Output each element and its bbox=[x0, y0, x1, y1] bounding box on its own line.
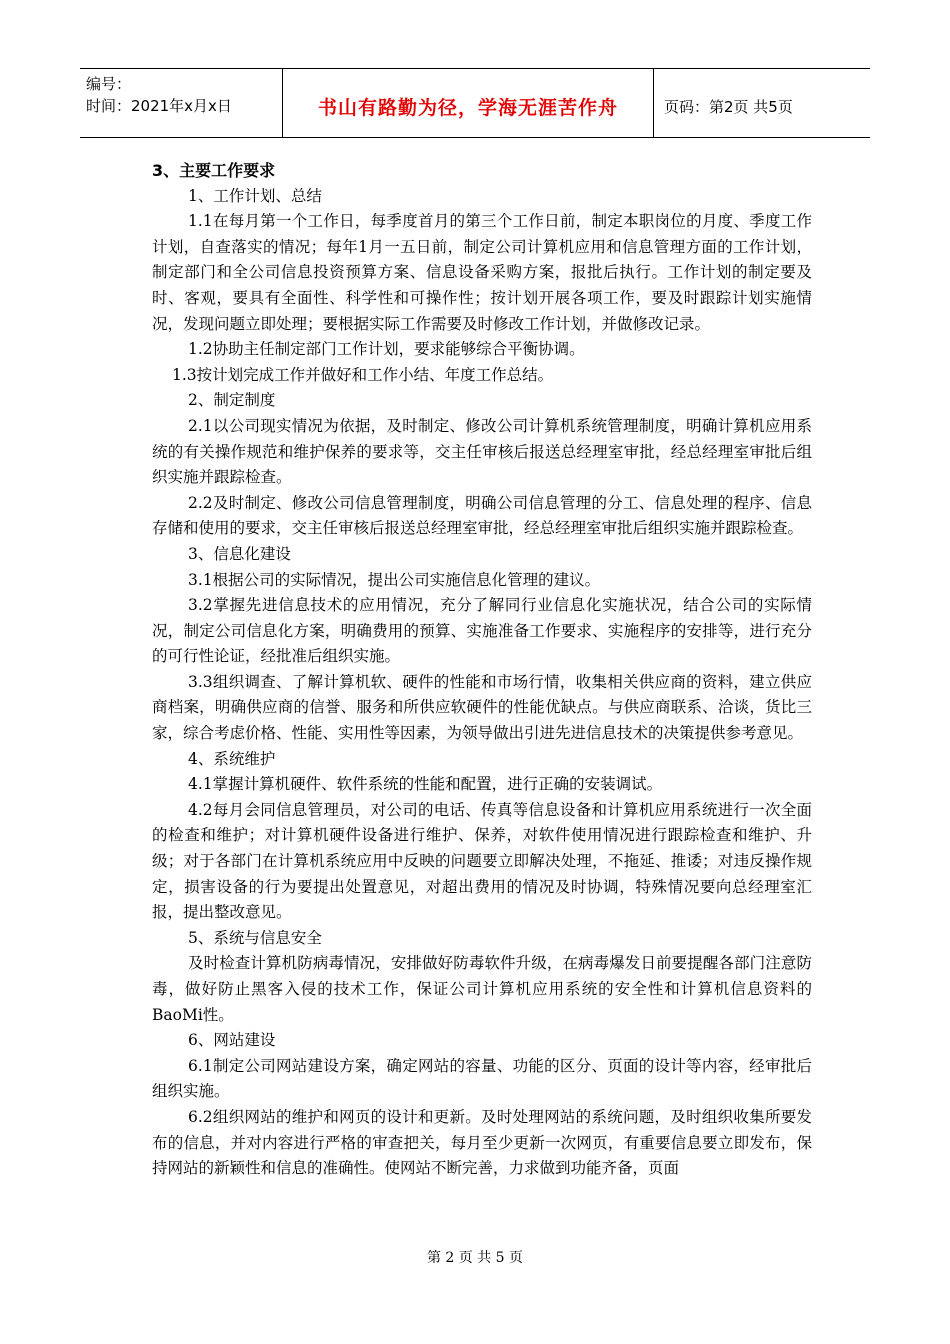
paragraph: 3.1根据公司的实际情况，提出公司实施信息化管理的建议。 bbox=[188, 570, 601, 589]
paragraph: 4.2每月会同信息管理员，对公司的电话、传真等信息设备和计算机应用系统进行一次全面的检查和维护；对计算机硬件设备进行维护、保养，对软件使用情况进行跟踪检查和维护、升级；对于各部门在计算机系统应用中反映的问题要立即解决处理，不拖延、推诿；对违反操作规定，损害设备的行为要提出处置意见，对超出费用的情况及时协调，特殊情况要向总经理室汇报，提出整改意见。 bbox=[152, 800, 812, 922]
section-title: 3、主要工作要求 bbox=[152, 161, 276, 180]
paragraph: 6.2组织网站的维护和网页的设计和更新。及时处理网站的系统问题，及时组织收集所要发布的信息，并对内容进行严格的审查把关，每月至少更新一次网页，有重要信息要立即发布，保持网站的新颖性和信息的准确性。使网站不断完善，力求做到功能齐备，页面 bbox=[152, 1107, 812, 1178]
subsection-heading: 2、制定制度 bbox=[188, 391, 276, 410]
subsection-heading: 1、工作计划、总结 bbox=[188, 186, 322, 205]
paragraph: 1.1在每月第一个工作日，每季度首月的第三个工作日前，制定本职岗位的月度、季度工作计划，自查落实的情况；每年1月一五日前，制定公司计算机应用和信息管理方面的工作计划，制定部门和全公司信息投资预算方案、信息设备采购方案，报批后执行。工作计划的制定要及时、客观，要具有全面性、科学性和可操作性；按计划开展各项工作，要及时跟踪计划实施情况，发现问题立即处理；要根据实际工作需要及时修改工作计划，并做修改记录。 bbox=[152, 212, 812, 333]
header-slogan: 书山有路勤为径，学海无涯苦作舟 bbox=[282, 69, 654, 137]
paragraph: 4.1掌握计算机硬件、软件系统的性能和配置，进行正确的安装调试。 bbox=[188, 775, 663, 794]
header-date-label: 时间：2021年x月x日 bbox=[86, 97, 232, 115]
header-page-label: 页码：第2页 共5页 bbox=[664, 97, 793, 116]
subsection-heading: 4、系统维护 bbox=[188, 749, 276, 768]
document-header bbox=[80, 68, 870, 138]
subsection-heading: 5、系统与信息安全 bbox=[188, 928, 322, 947]
page-footer: 第 2 页 共 5 页 bbox=[426, 1250, 524, 1266]
paragraph: 及时检查计算机防病毒情况，安排做好防毒软件升级，在病毒爆发日前要提醒各部门注意防毒，做好防止黑客入侵的技术工作，保证公司计算机应用系统的安全性和计算机信息资料的BaoMi性。 bbox=[152, 954, 812, 1024]
header-meta bbox=[80, 69, 282, 137]
paragraph: 2.1以公司现实情况为依据，及时制定、修改公司计算机系统管理制度，明确计算机应用系统的有关操作规范和维护保养的要求等，交主任审核后报送总经理室审批，经总经理室审批后组织实施并跟踪检查。 bbox=[152, 416, 812, 487]
paragraph: 3.3组织调查、了解计算机软、硬件的性能和市场行情，收集相关供应商的资料，建立供应商档案，明确供应商的信誉、服务和所供应软硬件的性能优缺点。与供应商联系、洽谈，货比三家，综合考虑价格、性能、实用性等因素，为领导做出引进先进信息技术的决策提供参考意见。 bbox=[152, 672, 812, 743]
paragraph: 1.3按计划完成工作并做好和工作小结、年度工作总结。 bbox=[172, 365, 554, 384]
subsection-heading: 3、信息化建设 bbox=[188, 544, 291, 563]
subsection-heading: 6、网站建设 bbox=[188, 1031, 276, 1050]
paragraph: 1.2协助主任制定部门工作计划，要求能够综合平衡协调。 bbox=[188, 340, 585, 359]
header-number-label: 编号： bbox=[86, 75, 132, 93]
paragraph: 6.1制定公司网站建设方案，确定网站的容量、功能的区分、页面的设计等内容，经审批后组织实施。 bbox=[152, 1056, 812, 1101]
paragraph: 2.2及时制定、修改公司信息管理制度，明确公司信息管理的分工、信息处理的程序、信息存储和使用的要求，交主任审核后报送总经理室审批，经总经理室审批后组织实施并跟踪检查。 bbox=[152, 493, 812, 538]
document-body bbox=[152, 158, 812, 1182]
paragraph: 3.2掌握先进信息技术的应用情况，充分了解同行业信息化实施状况，结合公司的实际情况，制定公司信息化方案，明确费用的预算、实施准备工作要求、实施程序的安排等，进行充分的可行性论证，经批准后组织实施。 bbox=[152, 596, 812, 666]
